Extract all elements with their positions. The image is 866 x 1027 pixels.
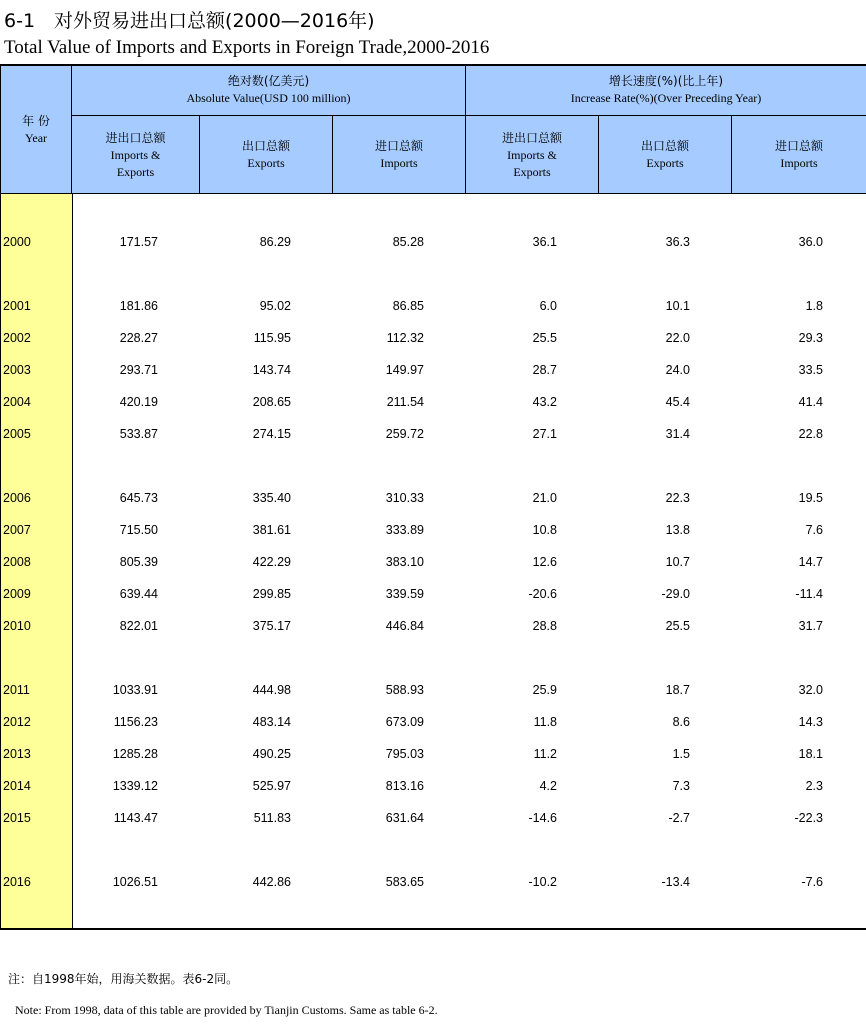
value-cell: 1033.91 — [112, 683, 158, 697]
header-col4-en1: Imports & — [507, 147, 557, 162]
value-cell: 259.72 — [385, 427, 424, 441]
value-cell: 339.59 — [385, 587, 424, 601]
value-cell: 525.97 — [252, 779, 291, 793]
value-cell: 36.3 — [665, 235, 690, 249]
value-cell: 2.3 — [805, 779, 823, 793]
header-year — [1, 65, 72, 194]
value-cell: 645.73 — [119, 491, 158, 505]
value-cell: 7.3 — [672, 779, 690, 793]
value-cell: 1285.28 — [112, 747, 158, 761]
value-cell: 21.0 — [532, 491, 557, 505]
value-cell: -20.6 — [528, 587, 557, 601]
value-cell: 1.8 — [805, 299, 823, 313]
value-cell: 420.19 — [119, 395, 158, 409]
table-row — [0, 713, 866, 733]
value-cell: 115.95 — [253, 331, 291, 345]
note-chinese — [8, 970, 238, 987]
header-rate-cn: 增长速度(%)(比上年) — [608, 74, 724, 88]
value-cell: -11.4 — [795, 587, 823, 601]
value-cell: 6.0 — [539, 299, 557, 313]
value-cell: 1026.51 — [112, 875, 158, 889]
year-cell: 2011 — [3, 683, 30, 697]
value-cell: 14.7 — [798, 555, 823, 569]
header-bottom-rule — [1, 193, 866, 194]
header-col6-en: Imports — [780, 156, 818, 170]
header-col1-en1: Imports & — [110, 147, 161, 162]
value-cell: 335.40 — [252, 491, 291, 505]
year-cell: 2007 — [3, 523, 31, 537]
table-bottom-rule — [1, 928, 866, 930]
value-cell: -22.3 — [794, 811, 823, 825]
header-rate-en: Increase Rate(%)(Over Preceding Year) — [570, 91, 762, 105]
value-cell: 1156.23 — [113, 715, 158, 729]
value-cell: 1.5 — [672, 747, 690, 761]
table-top-rule — [1, 64, 866, 66]
year-cell: 2008 — [3, 555, 31, 569]
value-cell: 375.17 — [252, 619, 291, 633]
table-row — [0, 617, 866, 637]
value-cell: 8.6 — [672, 715, 690, 729]
value-cell: 293.71 — [119, 363, 158, 377]
value-cell: 31.7 — [798, 619, 823, 633]
header-absolute-en: Absolute Value(USD 100 million) — [186, 91, 351, 105]
table-row — [0, 777, 866, 797]
header-col1-cn: 进出口总额 — [105, 130, 166, 145]
header-absolute-value — [72, 65, 466, 116]
value-cell: 12.6 — [532, 555, 557, 569]
table-row — [0, 233, 866, 253]
value-cell: 583.65 — [385, 875, 424, 889]
table-row — [0, 489, 866, 509]
year-cell: 2013 — [3, 747, 31, 761]
table-row — [0, 681, 866, 701]
value-cell: -2.7 — [668, 811, 690, 825]
header-col6-cn: 进口总额 — [774, 139, 823, 153]
value-cell: 483.14 — [252, 715, 291, 729]
value-cell: 588.93 — [385, 683, 424, 697]
header-col-abs-imports — [333, 116, 466, 194]
header-col4-cn: 进出口总额 — [501, 130, 562, 145]
value-cell: 33.5 — [798, 363, 823, 377]
year-cell: 2012 — [3, 715, 31, 729]
header-col-rate-imports — [732, 116, 866, 194]
value-cell: 442.86 — [252, 875, 291, 889]
value-cell: 13.8 — [665, 523, 690, 537]
value-cell: 1143.47 — [113, 811, 158, 825]
table-row — [0, 297, 866, 317]
year-cell: 2014 — [3, 779, 31, 793]
value-cell: 27.1 — [532, 427, 557, 441]
value-cell: 25.5 — [665, 619, 690, 633]
value-cell: 4.2 — [539, 779, 557, 793]
value-cell: 228.27 — [119, 331, 158, 345]
table-row — [0, 521, 866, 541]
value-cell: 673.09 — [385, 715, 424, 729]
table-title-chinese: 6-1 对外贸易进出口总额(2000—2016年) — [4, 10, 375, 32]
header-col2-cn: 出口总额 — [241, 139, 290, 153]
value-cell: 10.7 — [665, 555, 690, 569]
value-cell: 14.3 — [798, 715, 823, 729]
value-cell: 805.39 — [119, 555, 158, 569]
value-cell: 171.57 — [119, 235, 158, 249]
table-row — [0, 585, 866, 605]
value-cell: 86.29 — [259, 235, 291, 249]
value-cell: 211.54 — [386, 395, 424, 409]
value-cell: 422.29 — [252, 555, 291, 569]
value-cell: 511.83 — [253, 811, 291, 825]
table-row — [0, 553, 866, 573]
value-cell: 112.32 — [386, 331, 424, 345]
value-cell: 18.7 — [665, 683, 690, 697]
header-col3-cn: 进口总额 — [374, 139, 423, 153]
value-cell: 22.8 — [798, 427, 823, 441]
value-cell: 36.0 — [798, 235, 823, 249]
value-cell: 22.3 — [665, 491, 690, 505]
year-cell: 2015 — [3, 811, 31, 825]
year-cell: 2006 — [3, 491, 31, 505]
header-col5-en: Exports — [646, 156, 684, 170]
value-cell: 11.8 — [533, 715, 557, 729]
value-cell: 45.4 — [665, 395, 690, 409]
value-cell: 28.7 — [532, 363, 557, 377]
value-cell: 7.6 — [805, 523, 823, 537]
value-cell: 24.0 — [665, 363, 690, 377]
header-col-abs-total — [72, 116, 200, 194]
value-cell: 381.61 — [252, 523, 291, 537]
value-cell: 43.2 — [532, 395, 557, 409]
value-cell: 299.85 — [252, 587, 291, 601]
value-cell: 85.28 — [392, 235, 424, 249]
value-cell: 95.02 — [259, 299, 291, 313]
header-col5-cn: 出口总额 — [640, 139, 689, 153]
header-col-rate-total — [466, 116, 599, 194]
table-row — [0, 809, 866, 829]
value-cell: 143.74 — [252, 363, 291, 377]
table-row — [0, 873, 866, 893]
value-cell: 18.1 — [798, 747, 823, 761]
year-cell: 2005 — [3, 427, 31, 441]
value-cell: 639.44 — [119, 587, 158, 601]
value-cell: 446.84 — [385, 619, 424, 633]
value-cell: 149.97 — [385, 363, 424, 377]
value-cell: -7.6 — [801, 875, 823, 889]
value-cell: 25.9 — [532, 683, 557, 697]
header-year-cn: 年 份 — [22, 113, 50, 128]
value-cell: 310.33 — [385, 491, 424, 505]
value-cell: 490.25 — [252, 747, 291, 761]
header-absolute-cn: 绝对数(亿美元) — [227, 74, 310, 88]
value-cell: 19.5 — [798, 491, 823, 505]
value-cell: 36.1 — [532, 235, 557, 249]
value-cell: 25.5 — [532, 331, 557, 345]
header-col1-en2: Exports — [116, 164, 155, 179]
value-cell: 31.4 — [665, 427, 690, 441]
header-increase-rate — [466, 65, 866, 116]
table-row — [0, 393, 866, 413]
header-col2-en: Exports — [247, 156, 285, 170]
year-cell: 2010 — [3, 619, 31, 633]
value-cell: 631.64 — [385, 811, 424, 825]
value-cell: -29.0 — [661, 587, 690, 601]
table-row — [0, 425, 866, 445]
value-cell: 383.10 — [385, 555, 424, 569]
value-cell: 32.0 — [798, 683, 823, 697]
header-year-en: Year — [24, 130, 48, 145]
year-cell: 2009 — [3, 587, 31, 601]
table-title-english: Total Value of Imports and Exports in Foreign Trade,2000-2016 — [4, 37, 490, 58]
note-chinese-text: 注：自1998年始，用海关数据。表6-2同。 — [8, 972, 239, 986]
year-cell: 2002 — [3, 331, 31, 345]
value-cell: 86.85 — [392, 299, 424, 313]
header-col-rate-exports — [599, 116, 732, 194]
table-row — [0, 329, 866, 349]
value-cell: 29.3 — [798, 331, 823, 345]
value-cell: 533.87 — [119, 427, 158, 441]
year-cell: 2016 — [3, 875, 31, 889]
value-cell: 181.86 — [119, 299, 158, 313]
value-cell: 1339.12 — [112, 779, 158, 793]
header-col3-en: Imports — [380, 156, 418, 170]
value-cell: 822.01 — [119, 619, 158, 633]
value-cell: 11.2 — [533, 747, 557, 761]
header-col4-en2: Exports — [513, 164, 551, 179]
note-english: Note: From 1998, data of this table are provided by Tianjin Customs. Same as table 6-2. — [15, 1003, 438, 1017]
value-cell: 22.0 — [665, 331, 690, 345]
value-cell: 813.16 — [385, 779, 424, 793]
value-cell: -14.6 — [528, 811, 557, 825]
year-cell: 2004 — [3, 395, 31, 409]
year-cell: 2003 — [3, 363, 31, 377]
table-row — [0, 361, 866, 381]
value-cell: 333.89 — [385, 523, 424, 537]
value-cell: 41.4 — [798, 395, 823, 409]
value-cell: 444.98 — [252, 683, 291, 697]
year-cell: 2000 — [3, 235, 31, 249]
value-cell: 274.15 — [252, 427, 291, 441]
header-col-abs-exports — [200, 116, 333, 194]
value-cell: 795.03 — [385, 747, 424, 761]
value-cell: 10.8 — [532, 523, 557, 537]
value-cell: 208.65 — [252, 395, 291, 409]
value-cell: 28.8 — [532, 619, 557, 633]
year-cell: 2001 — [3, 299, 31, 313]
value-cell: 715.50 — [119, 523, 158, 537]
value-cell: 10.1 — [665, 299, 690, 313]
value-cell: -13.4 — [661, 875, 690, 889]
table-row — [0, 745, 866, 765]
value-cell: -10.2 — [528, 875, 557, 889]
